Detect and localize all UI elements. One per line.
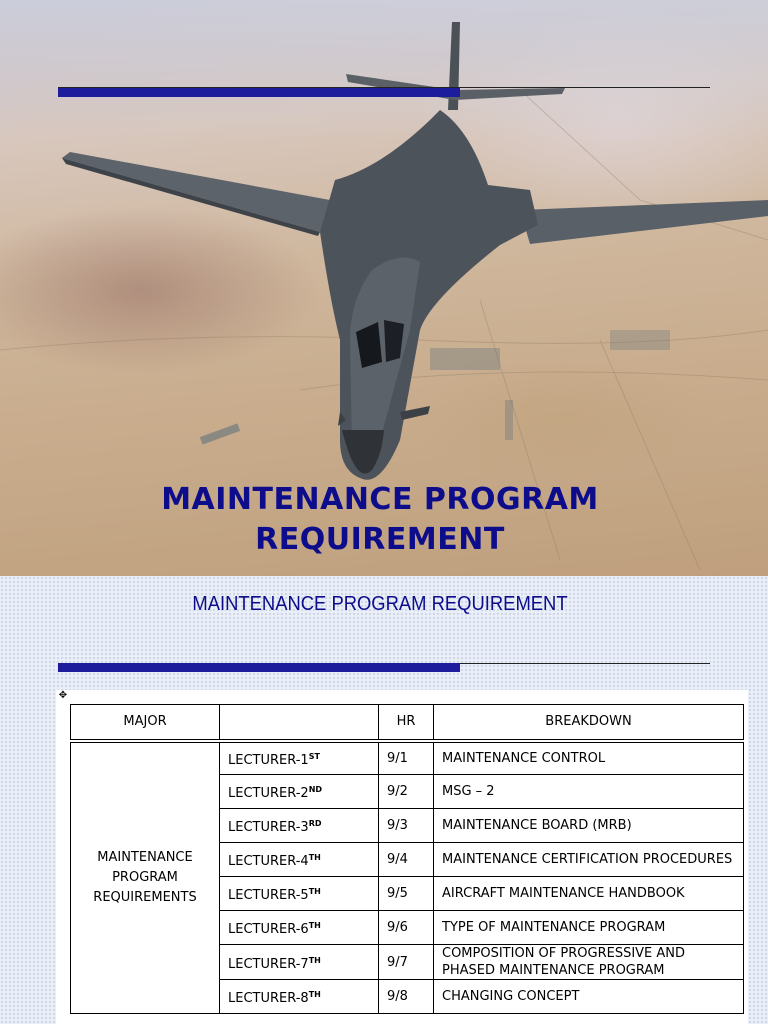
ordinal-suffix: ST (308, 751, 320, 761)
breakdown-cell: MSG – 2 (434, 775, 744, 809)
header-lecturer (220, 705, 379, 741)
table-container (56, 690, 748, 1024)
lecturer-label: LECTURER-4 (228, 854, 309, 869)
breakdown-cell: AIRCRAFT MAINTENANCE HANDBOOK (434, 877, 744, 911)
breakdown-cell: MAINTENANCE CERTIFICATION PROCEDURES (434, 843, 744, 877)
lecturer-cell (220, 980, 379, 1014)
title-rule-thick (58, 88, 460, 97)
lecturer-cell (220, 945, 379, 980)
lecturer-cell (220, 877, 379, 911)
lecturer-label: LECTURER-5 (228, 888, 309, 903)
lecturer-label: LECTURER-3 (228, 820, 309, 835)
ordinal-suffix: TH (308, 955, 321, 965)
ordinal-suffix: TH (308, 853, 321, 862)
ordinal-suffix: TH (308, 887, 321, 896)
table-body (71, 741, 744, 1014)
breakdown-cell: MAINTENANCE BOARD (MRB) (434, 809, 744, 843)
lecturer-label: LECTURER-7 (228, 956, 309, 972)
lecturer-cell (220, 843, 379, 877)
header-breakdown: BREAKDOWN (434, 705, 744, 741)
table-move-handle-icon[interactable]: ✥ (58, 690, 68, 701)
breakdown-cell: CHANGING CONCEPT (434, 980, 744, 1014)
header-major: MAJOR (71, 705, 220, 741)
ordinal-suffix: TH (308, 990, 321, 999)
table-row (71, 741, 744, 775)
breakdown-cell: MAINTENANCE CONTROL (434, 741, 744, 775)
breakdown-table (70, 704, 744, 1014)
breakdown-cell: COMPOSITION OF PROGRESSIVE AND PHASED MAINTENANCE PROGRAM (434, 945, 744, 980)
lecturer-label: LECTURER-6 (228, 922, 309, 937)
slide-title-line-1: MAINTENANCE PROGRAM (161, 482, 599, 517)
slide-title (0, 480, 760, 560)
slide-heading: MAINTENANCE PROGRAM REQUIREMENT (192, 593, 568, 615)
heading-rule-thick (58, 663, 460, 672)
lecturer-label: LECTURER-2 (228, 786, 309, 801)
lecturer-cell (220, 809, 379, 843)
lecturer-label: LECTURER-1 (228, 752, 309, 768)
hr-cell: 9/3 (379, 809, 434, 843)
content-slide (0, 576, 768, 1024)
lecturer-cell (220, 775, 379, 809)
lecturer-label: LECTURER-8 (228, 991, 309, 1006)
hr-cell: 9/7 (379, 945, 434, 980)
table-header-row (71, 705, 744, 741)
ordinal-suffix: TH (308, 921, 321, 930)
hr-cell: 9/5 (379, 877, 434, 911)
header-hr: HR (379, 705, 434, 741)
lecturer-cell (220, 911, 379, 945)
hr-cell: 9/2 (379, 775, 434, 809)
breakdown-cell: TYPE OF MAINTENANCE PROGRAM (434, 911, 744, 945)
ordinal-suffix: RD (308, 819, 322, 828)
hr-cell: 9/1 (379, 741, 434, 775)
hr-cell: 9/4 (379, 843, 434, 877)
major-cell: MAINTENANCE PROGRAM REQUIREMENTS (71, 741, 220, 1014)
hr-cell: 9/6 (379, 911, 434, 945)
hr-cell: 9/8 (379, 980, 434, 1014)
ordinal-suffix: ND (308, 785, 323, 794)
lecturer-cell (220, 741, 379, 775)
slide-title-line-2: REQUIREMENT (255, 522, 505, 557)
